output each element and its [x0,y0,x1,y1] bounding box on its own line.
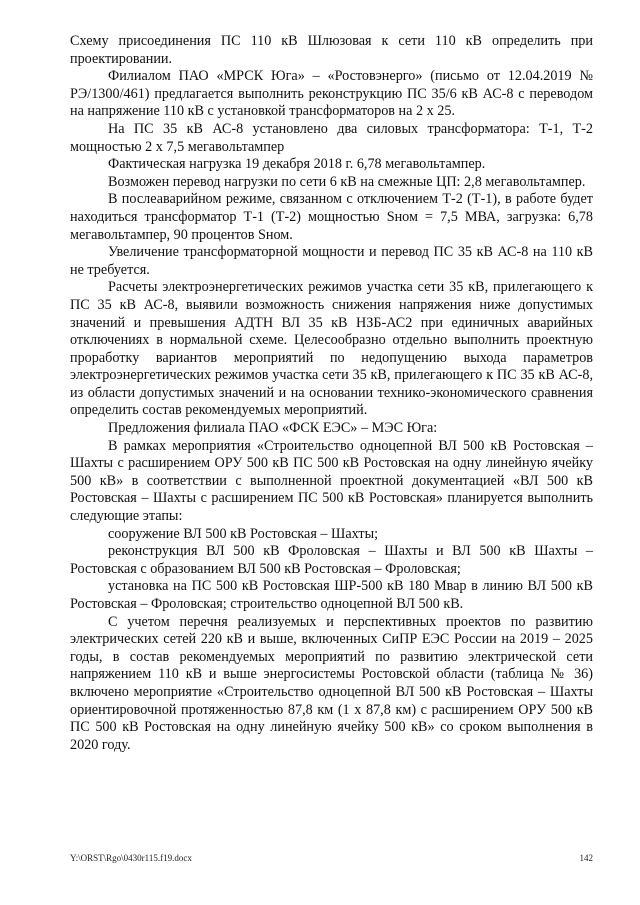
list-item: реконструкция ВЛ 500 кВ Фроловская – Шахты и ВЛ 500 кВ Шахты – Ростовская с образованием ВЛ 500 кВ Ростовская – Фроловская; [70,543,593,577]
paragraph: Филиалом ПАО «МРСК Юга» – «Ростовэнерго» (письмо от 12.04.2019 № РЭ/1300/461) предлагается выполнить реконструкцию ПС 35/6 кВ АС-8 с переводом на напряжение 110 кВ с установкой трансформаторов на 2 х 25. [70,68,593,120]
page-footer [70,853,593,863]
paragraph: Возможен перевод нагрузки по сети 6 кВ на смежные ЦП: 2,8 мегавольтампер. [108,173,586,190]
paragraph: В рамках мероприятия «Строительство одноцепной ВЛ 500 кВ Ростовская – Шахты с расширением ОРУ 500 кВ ПС 500 кВ Ростовская на одну линейную ячейку 500 кВ» в соответствии с выполненной проектной документацией «ВЛ 500 кВ Ростовская – Шахты с расширением ПС 500 кВ Ростовская» планируется выполнить следующие этапы: [70,437,593,525]
paragraph: В послеаварийном режиме, связанном с отключением Т-2 (Т-1), в работе будет находиться трансформатор Т-1 (Т-2) мощностью Sном = 7,5 МВА, загрузка: 6,78 мегавольтампер, 90 процентов Sном. [70,191,593,243]
paragraph: Схему присоединения ПС 110 кВ Шлюзовая к сети 110 кВ определить при проектировании. [70,33,593,67]
paragraph: Предложения филиала ПАО «ФСК ЕЭС» – МЭС Юга: [108,420,438,437]
list-item: сооружение ВЛ 500 кВ Ростовская – Шахты; [108,525,379,542]
page-number: 142 [579,853,593,863]
paragraph: На ПС 35 кВ АС-8 установлено два силовых трансформатора: Т-1, Т-2 мощностью 2 х 7,5 мегавольтампер [70,120,593,155]
footer-file-path: Y:\ORST\Rgo\0430r115.f19.docx [70,853,192,863]
list-item: установка на ПС 500 кВ Ростовская ШР-500 кВ 180 Мвар в линию ВЛ 500 кВ Ростовская – Фроловская; строительство одноцепной ВЛ 500 кВ. [70,578,593,612]
paragraph: Расчеты электроэнергетических режимов участка сети 35 кВ, прилегающего к ПС 35 кВ АС-8, выявили возможность снижения напряжения ниже допустимых значений и превышения АДТН ВЛ 35 кВ НЗБ-АС2 при единичных аварийных отключениях в нормальной схеме. Целесообразно отдельно выполнить проектную проработку вариантов мероприятий по недопущению выхода параметров электроэнергетических режимов участка сети 35 кВ, прилегающего к ПС 35 кВ АС-8, из области допустимых значений и на основании технико-экономического сравнения определить состав рекомендуемых мероприятий. [70,279,593,419]
paragraph: С учетом перечня реализуемых и перспективных проектов по развитию электрических сетей 220 кВ и выше, включенных СиПР ЕЭС России на 2019 – 2025 годы, в состав рекомендуемых мероприятий по развитию электрической сети напряжением 110 кВ и выше энергосистемы Ростовской области (таблица № 36) включено мероприятие «Строительство одноцепной ВЛ 500 кВ Ростовская – Шахты ориентировочной протяженностью 87,8 км (1 х 87,8 км) с расширением ОРУ 500 кВ ПС 500 кВ Ростовская на одну линейную ячейку 500 кВ» со сроком выполнения в 2020 году. [70,613,593,753]
paragraph: Увеличение трансформаторной мощности и перевод ПС 35 кВ АС-8 на 110 кВ не требуется. [70,244,593,278]
paragraph: Фактическая нагрузка 19 декабря 2018 г. 6,78 мегавольтампер. [108,156,486,173]
document-body [70,33,593,754]
